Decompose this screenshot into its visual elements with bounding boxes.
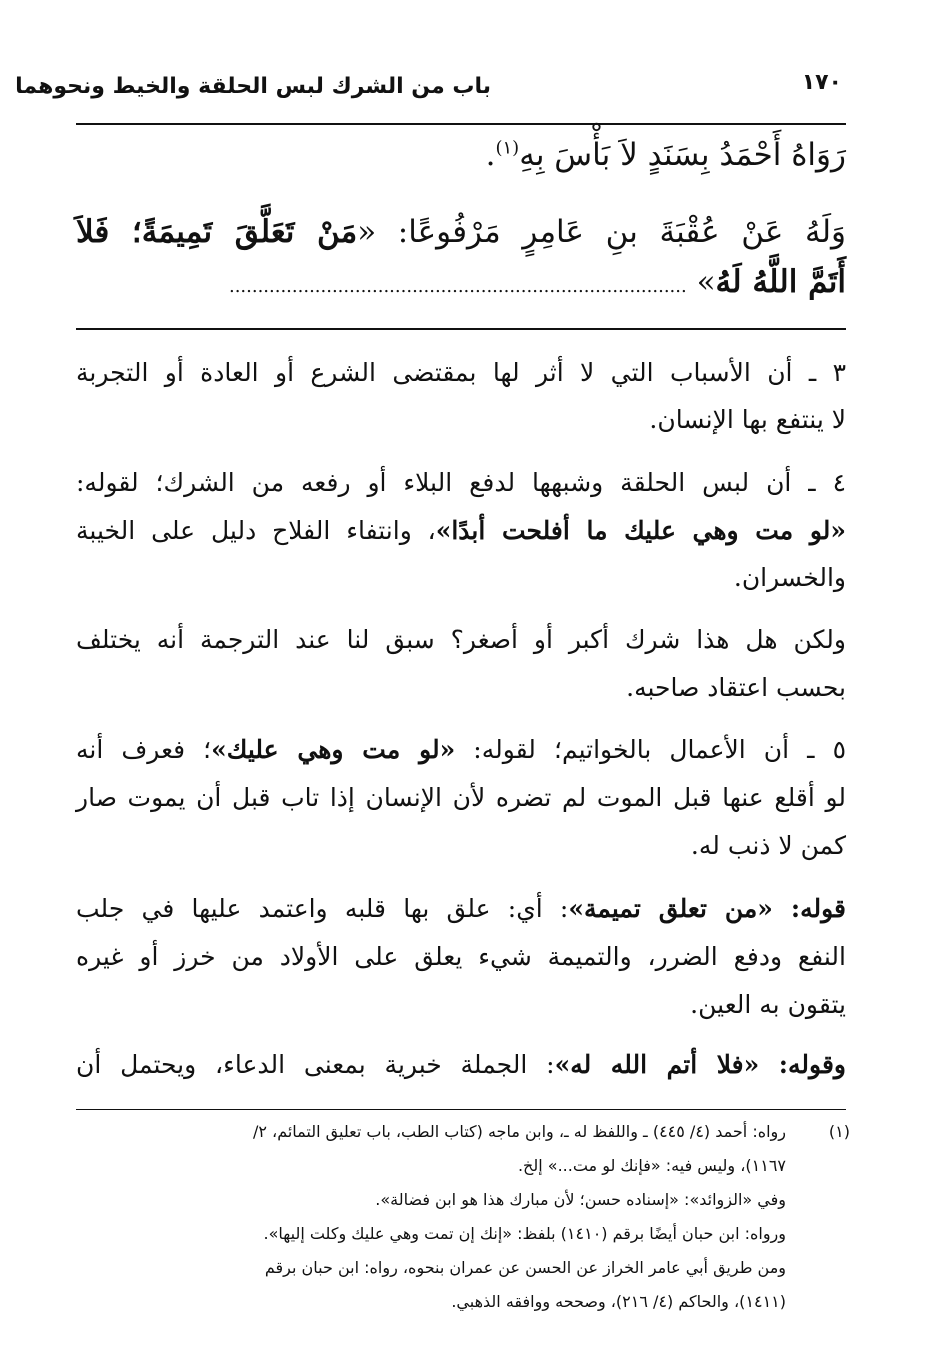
qawluh-2-line-1 xyxy=(76,1050,846,1080)
hadith-line-3-close: » xyxy=(696,264,716,300)
hadith-quote-bold: مَنْ تَعَلَّقَ تَمِيمَةً؛ فَلاَ xyxy=(76,214,358,250)
footnote-ref: (١) xyxy=(495,137,520,159)
footnote-line-2: ١١٦٧)، وليس فيه: «فإنك لو مت...» إلخ. xyxy=(517,1156,786,1175)
qawluh-1-line-1-rest: : أي: علق بها قلبه واعتمد عليها في جلب xyxy=(76,894,569,923)
dotted-leader: ................................................................................ xyxy=(228,276,687,297)
point-5-line-1 xyxy=(76,735,846,765)
qawluh-2-line-1-rest: : الجملة خبرية بمعنى الدعاء، ويحتمل أن xyxy=(76,1050,555,1079)
footnote-line-1: رواه: أحمد (٤/ ٤٤٥) ـ واللفظ له ـ، وابن ماجه (كتاب الطب، باب تعليق التمائم، ٢/ xyxy=(252,1122,786,1141)
paragraph-but-line-2: بحسب اعتقاد صاحبه. xyxy=(626,673,846,702)
point-5-line-3: كمن لا ذنب له. xyxy=(690,831,846,860)
header-rule xyxy=(76,123,846,125)
point-3-line-1: ٣ ـ أن الأسباب التي لا أثر لها بمقتضى الشرع أو العادة أو التجربة xyxy=(76,358,846,387)
point-4-line-2 xyxy=(76,516,846,546)
point-3-line-2: لا ينتفع بها الإنسان. xyxy=(649,405,846,434)
footnote-line-6: (١٤١١)، والحاكم (٤/ ٢١٦)، وصححه ووافقه الذهبي. xyxy=(451,1292,786,1311)
point-4-line-2-rest: ، وانتفاء الفلاح دليل على الخيبة xyxy=(76,516,436,545)
hadith-line-1-text: رَوَاهُ أَحْمَدُ بِسَنَدٍ لاَ بَأْسَ بِهِ xyxy=(519,137,846,173)
point-5-quote: «لو مت وهي عليك» xyxy=(211,735,456,764)
qawluh-1-line-2: النفع ودفع الضرر، والتميمة شيء يعلق على الأولاد من خرز أو غيره xyxy=(76,942,846,971)
qawluh-2-label: وقوله: «فلا أتم الله له» xyxy=(554,1050,846,1079)
point-4-line-3: والخسران. xyxy=(733,563,846,592)
footnote-line-5: ومن طريق أبي عامر الخراز عن الحسن عن عمران بنحوه، رواه: ابن حبان برقم xyxy=(264,1258,786,1277)
hadith-line-1-end: . xyxy=(485,137,496,173)
qawluh-1-line-1 xyxy=(76,894,846,924)
hadith-line-3-bold: أَتَمَّ اللَّهُ لَهُ xyxy=(715,264,846,300)
paragraph-but-line-1: ولكن هل هذا شرك أكبر أو أصغر؟ سبق لنا عند الترجمة أنه يختلف xyxy=(76,625,846,654)
footnote-line-4: ورواه: ابن حبان أيضًا برقم (١٤١٠) بلفظ: «إنك إن تمت وهي عليك وكلت إليها». xyxy=(263,1224,786,1243)
point-4-line-1: ٤ ـ أن لبس الحلقة وشبهها لدفع البلاء أو رفعه من الشرك؛ لقوله: xyxy=(76,468,846,497)
hadith-line-2 xyxy=(76,214,846,251)
point-4-quote: «لو مت وهي عليك ما أفلحت أبدًا» xyxy=(435,516,846,545)
matn-rule xyxy=(76,328,846,330)
footnote-line-3: وفي «الزوائد»: «إسناده حسن؛ لأن مبارك هذا هو ابن فضالة». xyxy=(375,1190,786,1209)
qawluh-1-line-3: يتقون به العين. xyxy=(690,990,846,1019)
hadith-line-3 xyxy=(76,264,846,301)
point-5-line-1-b: ؛ فعرف أنه xyxy=(76,735,212,764)
footnote-rule xyxy=(76,1109,846,1110)
footnote-marker: (١) xyxy=(828,1122,850,1141)
point-5-line-1-a: ٥ ـ أن الأعمال بالخواتيم؛ لقوله: xyxy=(455,735,846,764)
chapter-title: باب من الشرك لبس الحلقة والخيط ونحوهما xyxy=(15,74,491,99)
hadith-line-2-text: وَلَهُ عَنْ عُقْبَةَ بنِ عَامِرٍ مَرْفُوعًا: « xyxy=(357,214,846,250)
page-number: ١٧٠ xyxy=(801,70,842,95)
qawluh-1-label: قوله: «من تعلق تميمة» xyxy=(568,894,847,923)
hadith-line-1 xyxy=(76,137,846,174)
point-5-line-2: لو أقلع عنها قبل الموت لم تضره لأن الإنسان إذا تاب قبل أن يموت صار xyxy=(76,783,846,812)
